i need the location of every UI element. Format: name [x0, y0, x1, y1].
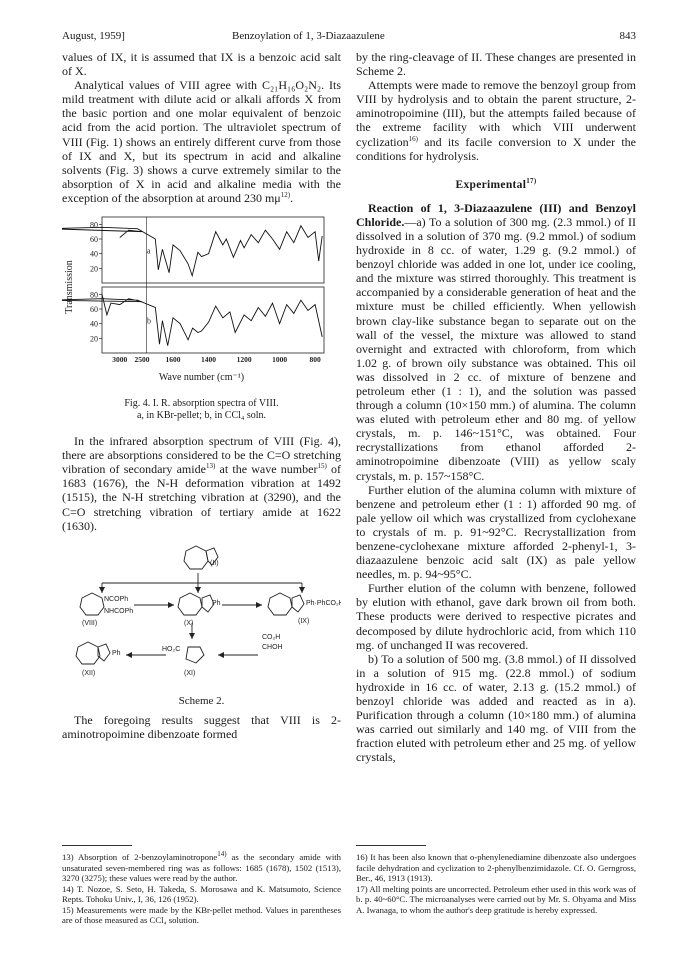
tropoimine-ring	[80, 593, 104, 615]
paragraph: Attempts were made to remove the benzoyl group from VIII by hydrolysis and to obtain the parent structure, 2-aminotropoimine (III), but the attempts failed because of the extreme facility with which VIII underwent cyclization$^{16)}$ and its facile conversion to X under the conditions for hydrolysis.	[356, 78, 636, 163]
reaction-scheme	[62, 543, 341, 695]
footnote-ref: 12)	[280, 190, 291, 199]
paragraph: b) To a solution of 500 mg. (3.8 mmol.) of II dissolved in a solution of 915 mg. (22.8 mmol.) of sodium hydroxide in 16 cc. of water, 2.13 g. (15.2 mmol.) of benzoyl chloride was added and reacted as in a). Purification through a column (10×180 mm.) of alumina was carried out similarly and 140 mg. of VIII from the fraction eluted with petroleum ether and 25 mg. of yellow crystals,	[356, 651, 636, 765]
plot-frame	[102, 287, 324, 353]
footnotes-right	[356, 852, 636, 915]
left-column	[62, 50, 341, 741]
label-IX: (IX)	[298, 617, 310, 625]
group-ncoph: NCOPh	[104, 595, 129, 603]
group-ph-2: Ph	[112, 649, 121, 657]
reaction-title: Reaction of 1, 3-Diazaazulene (III) and Benzoyl Chloride.	[356, 200, 636, 229]
azulene-ring	[184, 546, 208, 569]
x-tick-label: 1600	[165, 355, 181, 365]
paragraph: Further elution of the alumina column with mixture of benzene and petroleum ether (1 : 1) afforded 90 mg. of pale yellow oil which was crystallized from cyclohexane to crystals of m. p. 91~92°C. Recrystallization from benzene-cyclohexane mixture afforded 2-phenyl-1, 3-diazaazulene benzoic acid salt (IX) as pale yellow needles, m. p. 94~95°C.	[356, 482, 636, 582]
paragraph: Reaction of 1, 3-Diazaazulene (III) and Benzoyl Chloride.—a) To a solution of 300 mg. (2.3 mmol.) of II dissolved in a solution of 370 mg. (9.2 mmol.) of sodium hydroxide in 8 cc. of water, 1.29 g. (9.2 mmol.) of benzoyl chloride was added in one lot, under ice cooling, and the mixture was stirred thoroughly. This treatment is accompanied by a considerable generation of heat and the mixture must be chilled efficiently. When yellowish brown clay-like substance began to separate out on the wall of the vessel, the mixture was allowed to stand overnight and extracted with chloroform, from which 1.02 g. of brown oily substance was obtained. This oil was dissolved in 2 cc. of mixture of benzene and petroleum ether (1 : 1), and the solution was passed through a column (10×150 mm.) of alumina. The column was eluted with petroleum ether and 80 mg. of yellow crystals, m. p. 146~151°C, was obtained. Four recrystallizations from ethanol afforded 2-aminotropoimine dibenzoate (VIII) as yellow scaly crystals, m. p. 157~158°C.	[356, 200, 636, 483]
group-ph-salt: Ph·PhCO₂H	[306, 599, 341, 607]
section-heading: Experimental$^{17)}$	[455, 176, 537, 191]
label-VIII: (VIII)	[82, 619, 98, 627]
ir-spectrum-chart	[62, 211, 341, 371]
footnote-rule	[62, 845, 636, 846]
paragraph: In the infrared absorption spectrum of VIII (Fig. 4), there are absorptions considered to be the C=O stretching vibration of secondary amide$^{13)}$ at the wave number$^{15)}$ of 1683 (1676), the N-H deformation vibration at 1492 (1515), the N-H stretching vibration at (3290), and the C=O stretching vibration of tertiary amide at 1622 (1630).	[62, 434, 341, 533]
footnote-16: 16) It has been also known that o-phenylenediamine dibenzoate also undergoes facile dehydration and cyclization to 2-phenylbenzimidazole. Cf. O. Gerngross, Ber., 46, 1913 (1913).	[356, 852, 636, 883]
x-tick-label: 800	[309, 355, 321, 365]
y-axis-label: Transmission	[64, 260, 75, 314]
x-tick-label: 1200	[236, 355, 252, 365]
header-title: Benzoylation of 1, 3-Diazaazulene	[232, 30, 385, 42]
footnote-15: 15) Measurements were made by the KBr-pellet method. Values in parentheses are of those measured as CCl₄ solution.	[62, 904, 341, 925]
page-number: 843	[619, 30, 636, 42]
y-tick-label: 20	[90, 264, 98, 274]
scheme-caption: Scheme 2.	[178, 694, 225, 707]
figure-caption-sub: a, in KBr-pellet; b, in CCl₄ soln.	[136, 410, 267, 422]
group-cooh: CO₂H	[262, 633, 281, 641]
paragraph: values of IX, it is assumed that IX is a benzoic acid salt of X.	[62, 50, 341, 79]
y-tick-label: 40	[90, 319, 98, 329]
label-X: (X)	[184, 619, 194, 627]
x-tick-label: 3000	[112, 355, 128, 365]
y-tick-label: 40	[90, 249, 98, 259]
x-tick-label: 1000	[272, 355, 288, 365]
label-XI: (XI)	[184, 669, 196, 677]
y-tick-label: 20	[90, 334, 98, 344]
footnote-13: 13) Absorption of 2-benzoylaminotropone$^{14)}$ as the secondary amide with unsaturated seven-membered ring was as follows: 1685 (1678), 1502 (1513), 3270 (3275); these values were read by the author.	[62, 850, 341, 883]
right-column	[356, 50, 636, 765]
plot-frame	[102, 217, 324, 283]
figure-xlabel: Wave number (cm⁻¹)	[158, 372, 245, 384]
panel-label: b	[147, 316, 151, 326]
panel-label: a	[147, 246, 151, 256]
paragraph: by the ring-cleavage of II. These changes are presented in Scheme 2.	[356, 50, 636, 79]
label-XII: (XII)	[82, 669, 96, 677]
header-date: August, 1959]	[62, 30, 125, 42]
group-choh: CHOH	[262, 643, 283, 651]
ir-spectrum-figure	[62, 211, 341, 422]
y-tick-label: 80	[90, 290, 98, 300]
scheme-2-diagram	[62, 543, 341, 695]
group-hooc: HO₂C	[162, 645, 181, 653]
footnotes-left	[62, 852, 341, 926]
label-II: (II)	[210, 559, 219, 567]
y-tick-label: 60	[90, 235, 98, 245]
figure-caption: Fig. 4. I. R. absorption spectra of VIII.	[124, 398, 279, 410]
paragraph: Further elution of the column with benzene, followed by elution with ethanol, gave dark brown oil from both. These products were derived to respective picrates and decomposed by dilute hydrochloric acid, from which 110 mg. of unchanged II was recovered.	[356, 581, 636, 652]
footnote-14: 14) T. Nozoe, S. Seto, H. Takeda, S. Morosawa and K. Matsumoto, Science Repts. Tohoku Univ., I, 36, 126 (1952).	[62, 883, 341, 904]
group-nhcoph: NHCOPh	[104, 607, 134, 615]
group-ph: Ph	[212, 599, 221, 607]
y-tick-label: 60	[90, 305, 98, 315]
paragraph: Analytical values of VIII agree with C₂₁H₁₆O₂N₂. Its mild treatment with dilute acid or alkali affords X from the basic portion and one molar equivalent of benzoic acid from the acid portion. The ultraviolet spectrum of VIII (Fig. 1) shows an entirely different curve from those of IX and X, but its spectrum in acid and alkaline solvents (Fig. 3) shows a curve extremely similar to the absorption of X in acid and alkaline media with the exception of the absorption at around 230 $m\mu^{12)}$.	[62, 78, 341, 205]
y-tick-label: 80	[90, 220, 98, 230]
x-tick-label: 1400	[201, 355, 217, 365]
paragraph: The foregoing results suggest that VIII is 2-aminotropoimine dibenzoate formed	[62, 712, 341, 741]
footnote-17: 17) All melting points are uncorrected. Petroleum ether used in this work was of b. p. 40~60°C. The microanalyses were carried out by Mr. S. Ohyama and Miss A. Iwanaga, to whom the author's deep gratitude is hereby expressed.	[356, 883, 636, 915]
x-tick-label: 2500	[134, 355, 150, 365]
